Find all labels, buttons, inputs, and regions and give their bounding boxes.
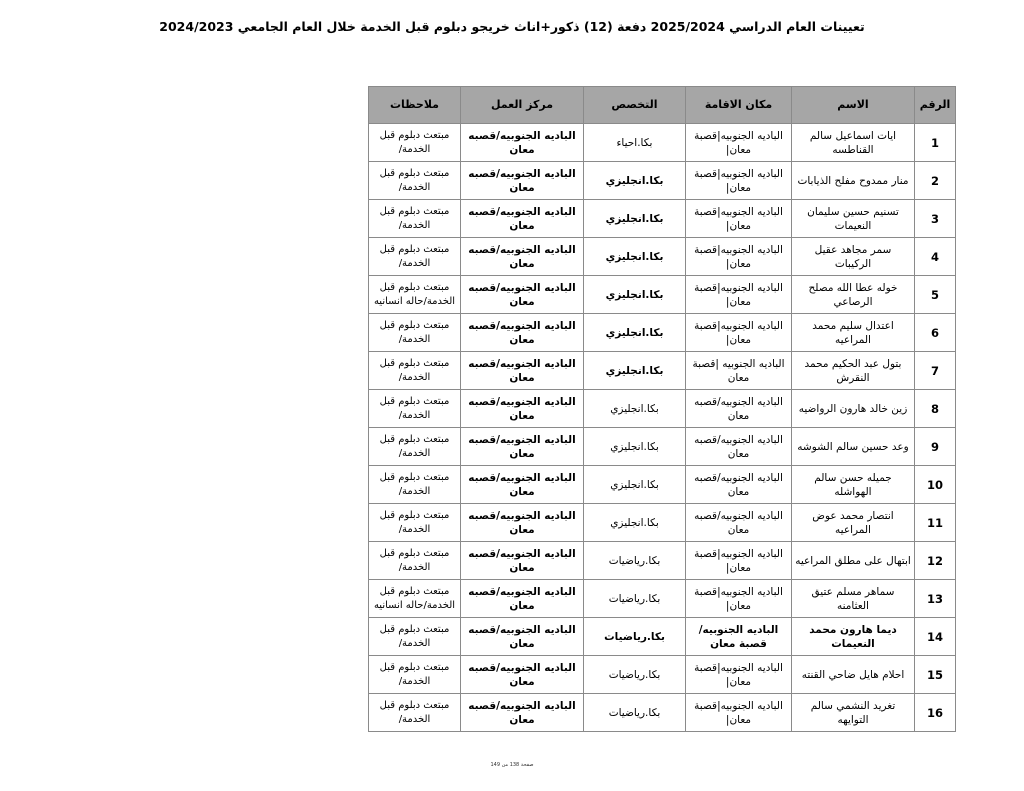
cell-residence: الباديه الجنوبيه|قصبة معان|: [686, 542, 792, 580]
cell-work-center: الباديه الجنوبيه/قصبه معان: [461, 580, 584, 618]
cell-notes: مبتعث دبلوم قبل الخدمة/حاله انسانيه: [369, 276, 461, 314]
cell-residence: الباديه الجنوبيه|قصبة معان|: [686, 694, 792, 732]
cell-residence: الباديه الجنوبيه|قصبة معان|: [686, 656, 792, 694]
cell-name: سمر مجاهد عقيل الركيبات: [792, 238, 915, 276]
cell-notes: مبتعث دبلوم قبل الخدمة/: [369, 504, 461, 542]
cell-residence: الباديه الجنوبيه/قصبة معان: [686, 618, 792, 656]
assignments-table-wrapper: [368, 86, 955, 732]
cell-major: بكا.انجليزي: [584, 200, 686, 238]
cell-work-center: الباديه الجنوبيه/قصبه معان: [461, 656, 584, 694]
cell-num: 5: [915, 276, 956, 314]
cell-name: اعتدال سليم محمد المراعيه: [792, 314, 915, 352]
table-row: [369, 314, 956, 352]
cell-residence: الباديه الجنوبيه/قصبه معان: [686, 466, 792, 504]
cell-num: 10: [915, 466, 956, 504]
cell-major: بكا.انجليزي: [584, 352, 686, 390]
table-row: [369, 618, 956, 656]
cell-num: 4: [915, 238, 956, 276]
cell-num: 11: [915, 504, 956, 542]
page-footer: صفحة 138 من 149: [490, 762, 534, 768]
cell-work-center: الباديه الجنوبيه/قصبه معان: [461, 618, 584, 656]
cell-work-center: الباديه الجنوبيه/قصبه معان: [461, 352, 584, 390]
cell-major: بكا.رياضيات: [584, 580, 686, 618]
cell-work-center: الباديه الجنوبيه/قصبه معان: [461, 428, 584, 466]
cell-num: 3: [915, 200, 956, 238]
cell-residence: الباديه الجنوبيه |قصبة معان: [686, 352, 792, 390]
cell-major: بكا.رياضيات: [584, 694, 686, 732]
table-row: [369, 200, 956, 238]
header-num: الرقم: [915, 87, 956, 124]
cell-notes: مبتعث دبلوم قبل الخدمة/: [369, 352, 461, 390]
cell-major: بكا.انجليزي: [584, 504, 686, 542]
cell-num: 9: [915, 428, 956, 466]
cell-num: 16: [915, 694, 956, 732]
cell-name: سماهر مسلم عتيق العثامنه: [792, 580, 915, 618]
header-notes: ملاحظات: [369, 87, 461, 124]
table-header-row: [369, 87, 956, 124]
header-name: الاسم: [792, 87, 915, 124]
cell-work-center: الباديه الجنوبيه/قصبه معان: [461, 314, 584, 352]
cell-name: زين خالد هارون الرواضيه: [792, 390, 915, 428]
cell-num: 8: [915, 390, 956, 428]
cell-major: بكا.احياء: [584, 124, 686, 162]
cell-num: 1: [915, 124, 956, 162]
assignments-table: [368, 86, 956, 732]
cell-major: بكا.انجليزي: [584, 390, 686, 428]
table-row: [369, 466, 956, 504]
cell-num: 6: [915, 314, 956, 352]
cell-name: وعد حسين سالم الشوشه: [792, 428, 915, 466]
cell-residence: الباديه الجنوبيه|قصبة معان|: [686, 580, 792, 618]
cell-work-center: الباديه الجنوبيه/قصبه معان: [461, 238, 584, 276]
header-residence: مكان الاقامة: [686, 87, 792, 124]
table-row: [369, 580, 956, 618]
cell-major: بكا.انجليزي: [584, 238, 686, 276]
cell-name: احلام هايل ضاحي القنته: [792, 656, 915, 694]
cell-notes: مبتعث دبلوم قبل الخدمة/: [369, 314, 461, 352]
page-title: تعيينات العام الدراسي 2025/2024 دفعة (12) ذكور+اناث خريجو دبلوم قبل الخدمة خلال العام الجامعي 2024/2023: [159, 19, 865, 34]
cell-notes: مبتعث دبلوم قبل الخدمة/: [369, 542, 461, 580]
table-row: [369, 656, 956, 694]
cell-major: بكا.انجليزي: [584, 466, 686, 504]
cell-work-center: الباديه الجنوبيه/قصبه معان: [461, 390, 584, 428]
cell-num: 13: [915, 580, 956, 618]
cell-major: بكا.انجليزي: [584, 276, 686, 314]
cell-residence: الباديه الجنوبيه/قصبه معان: [686, 504, 792, 542]
table-row: [369, 428, 956, 466]
table-row: [369, 694, 956, 732]
cell-major: بكا.رياضيات: [584, 542, 686, 580]
cell-residence: الباديه الجنوبيه|قصبة معان|: [686, 162, 792, 200]
cell-notes: مبتعث دبلوم قبل الخدمة/: [369, 162, 461, 200]
cell-name: بتول عبد الحكيم محمد النقرش: [792, 352, 915, 390]
cell-major: بكا.رياضيات: [584, 656, 686, 694]
cell-work-center: الباديه الجنوبيه/قصبه معان: [461, 162, 584, 200]
cell-work-center: الباديه الجنوبيه/قصبه معان: [461, 504, 584, 542]
cell-residence: الباديه الجنوبيه|قصبة معان|: [686, 238, 792, 276]
cell-name: تسنيم حسين سليمان النعيمات: [792, 200, 915, 238]
cell-major: بكا.انجليزي: [584, 314, 686, 352]
cell-work-center: الباديه الجنوبيه/قصبه معان: [461, 694, 584, 732]
cell-notes: مبتعث دبلوم قبل الخدمة/: [369, 428, 461, 466]
cell-num: 14: [915, 618, 956, 656]
table-row: [369, 124, 956, 162]
cell-notes: مبتعث دبلوم قبل الخدمة/: [369, 200, 461, 238]
cell-major: بكا.انجليزي: [584, 162, 686, 200]
cell-notes: مبتعث دبلوم قبل الخدمة/: [369, 238, 461, 276]
cell-work-center: الباديه الجنوبيه/قصبه معان: [461, 466, 584, 504]
cell-residence: الباديه الجنوبيه|قصبة معان|: [686, 124, 792, 162]
cell-residence: الباديه الجنوبيه|قصبة معان|: [686, 276, 792, 314]
cell-notes: مبتعث دبلوم قبل الخدمة/حاله انسانيه: [369, 580, 461, 618]
table-row: [369, 276, 956, 314]
cell-num: 15: [915, 656, 956, 694]
cell-work-center: الباديه الجنوبيه/قصبه معان: [461, 124, 584, 162]
table-row: [369, 390, 956, 428]
cell-major: بكا.انجليزي: [584, 428, 686, 466]
cell-num: 12: [915, 542, 956, 580]
header-major: التخصص: [584, 87, 686, 124]
cell-residence: الباديه الجنوبيه|قصبة معان|: [686, 200, 792, 238]
cell-name: جميله حسن سالم الهواشله: [792, 466, 915, 504]
cell-num: 2: [915, 162, 956, 200]
table-row: [369, 352, 956, 390]
cell-notes: مبتعث دبلوم قبل الخدمة/: [369, 390, 461, 428]
cell-name: منار ممدوح مفلح الذيابات: [792, 162, 915, 200]
cell-work-center: الباديه الجنوبيه/قصبه معان: [461, 542, 584, 580]
cell-notes: مبتعث دبلوم قبل الخدمة/: [369, 656, 461, 694]
header-work-center: مركز العمل: [461, 87, 584, 124]
cell-residence: الباديه الجنوبيه/قصبه معان: [686, 428, 792, 466]
cell-name: ديما هارون محمد النعيمات: [792, 618, 915, 656]
cell-notes: مبتعث دبلوم قبل الخدمة/: [369, 618, 461, 656]
table-row: [369, 542, 956, 580]
cell-residence: الباديه الجنوبيه/قصبه معان: [686, 390, 792, 428]
cell-notes: مبتعث دبلوم قبل الخدمة/: [369, 466, 461, 504]
cell-name: انتصار محمد عوض المراعيه: [792, 504, 915, 542]
cell-notes: مبتعث دبلوم قبل الخدمة/: [369, 124, 461, 162]
table-row: [369, 504, 956, 542]
cell-name: تغريد النشمي سالم التوايهه: [792, 694, 915, 732]
cell-work-center: الباديه الجنوبيه/قصبه معان: [461, 200, 584, 238]
cell-num: 7: [915, 352, 956, 390]
cell-residence: الباديه الجنوبيه|قصبة معان|: [686, 314, 792, 352]
table-row: [369, 238, 956, 276]
table-row: [369, 162, 956, 200]
cell-notes: مبتعث دبلوم قبل الخدمة/: [369, 694, 461, 732]
cell-name: خوله عطا الله مصلح الرصاعي: [792, 276, 915, 314]
cell-major: بكا.رياضيات: [584, 618, 686, 656]
cell-name: ابتهال على مطلق المراعيه: [792, 542, 915, 580]
cell-name: ايات اسماعيل سالم القناطسه: [792, 124, 915, 162]
cell-work-center: الباديه الجنوبيه/قصبه معان: [461, 276, 584, 314]
